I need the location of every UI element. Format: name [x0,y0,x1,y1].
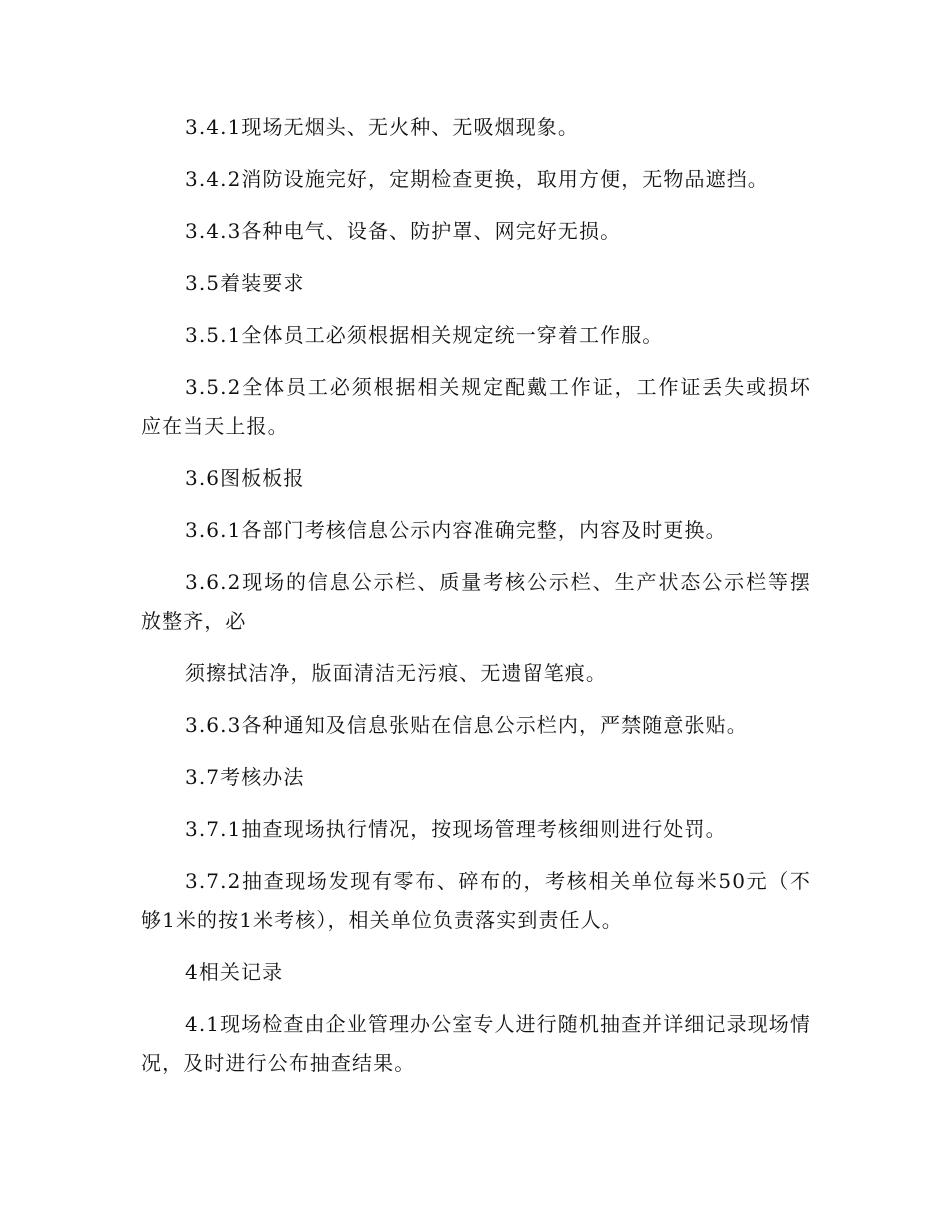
paragraph-3-6-1: 3.6.1各部门考核信息公示内容准确完整，内容及时更换。 [185,518,727,542]
paragraph-3-5-1: 3.5.1全体员工必须根据相关规定统一穿着工作服。 [185,323,664,347]
paragraph-3-6-2: 3.6.2现场的信息公示栏、质量考核公示栏、生产状态公示栏等摆放整齐，必 [141,570,811,633]
section-heading-3-6: 3.6图板板报 [185,466,305,490]
paragraph-3-6-3: 3.6.3各种通知及信息张贴在信息公示栏内，严禁随意张贴。 [185,713,748,737]
paragraph-3-7-1: 3.7.1抽查现场执行情况，按现场管理考核细则进行处罚。 [185,817,727,841]
document-body [141,108,811,1083]
paragraph-3-4-2: 3.4.2消防设施完好，定期检查更换，取用方便，无物品遮挡。 [185,167,769,191]
paragraph-4-1: 4.1现场检查由企业管理办公室专人进行随机抽查并详细记录现场情况，及时进行公布抽查结果。 [141,1012,811,1075]
paragraph-3-4-3: 3.4.3各种电气、设备、防护罩、网完好无损。 [185,219,622,243]
paragraph-3-4-1: 3.4.1现场无烟头、无火种、无吸烟现象。 [185,115,579,139]
section-heading-3-5: 3.5着装要求 [185,271,305,295]
section-heading-4: 4相关记录 [185,960,284,984]
paragraph-3-6-2-continued: 须擦拭洁净，版面清洁无污痕、无遗留笔痕。 [185,661,607,685]
paragraph-3-5-2: 3.5.2全体员工必须根据相关规定配戴工作证，工作证丢失或损坏应在当天上报。 [141,375,811,438]
paragraph-3-7-2: 3.7.2抽查现场发现有零布、碎布的，考核相关单位每米50元（不够1米的按1米考核），相关单位负责落实到责任人。 [141,869,811,932]
section-heading-3-7: 3.7考核办法 [185,765,305,789]
